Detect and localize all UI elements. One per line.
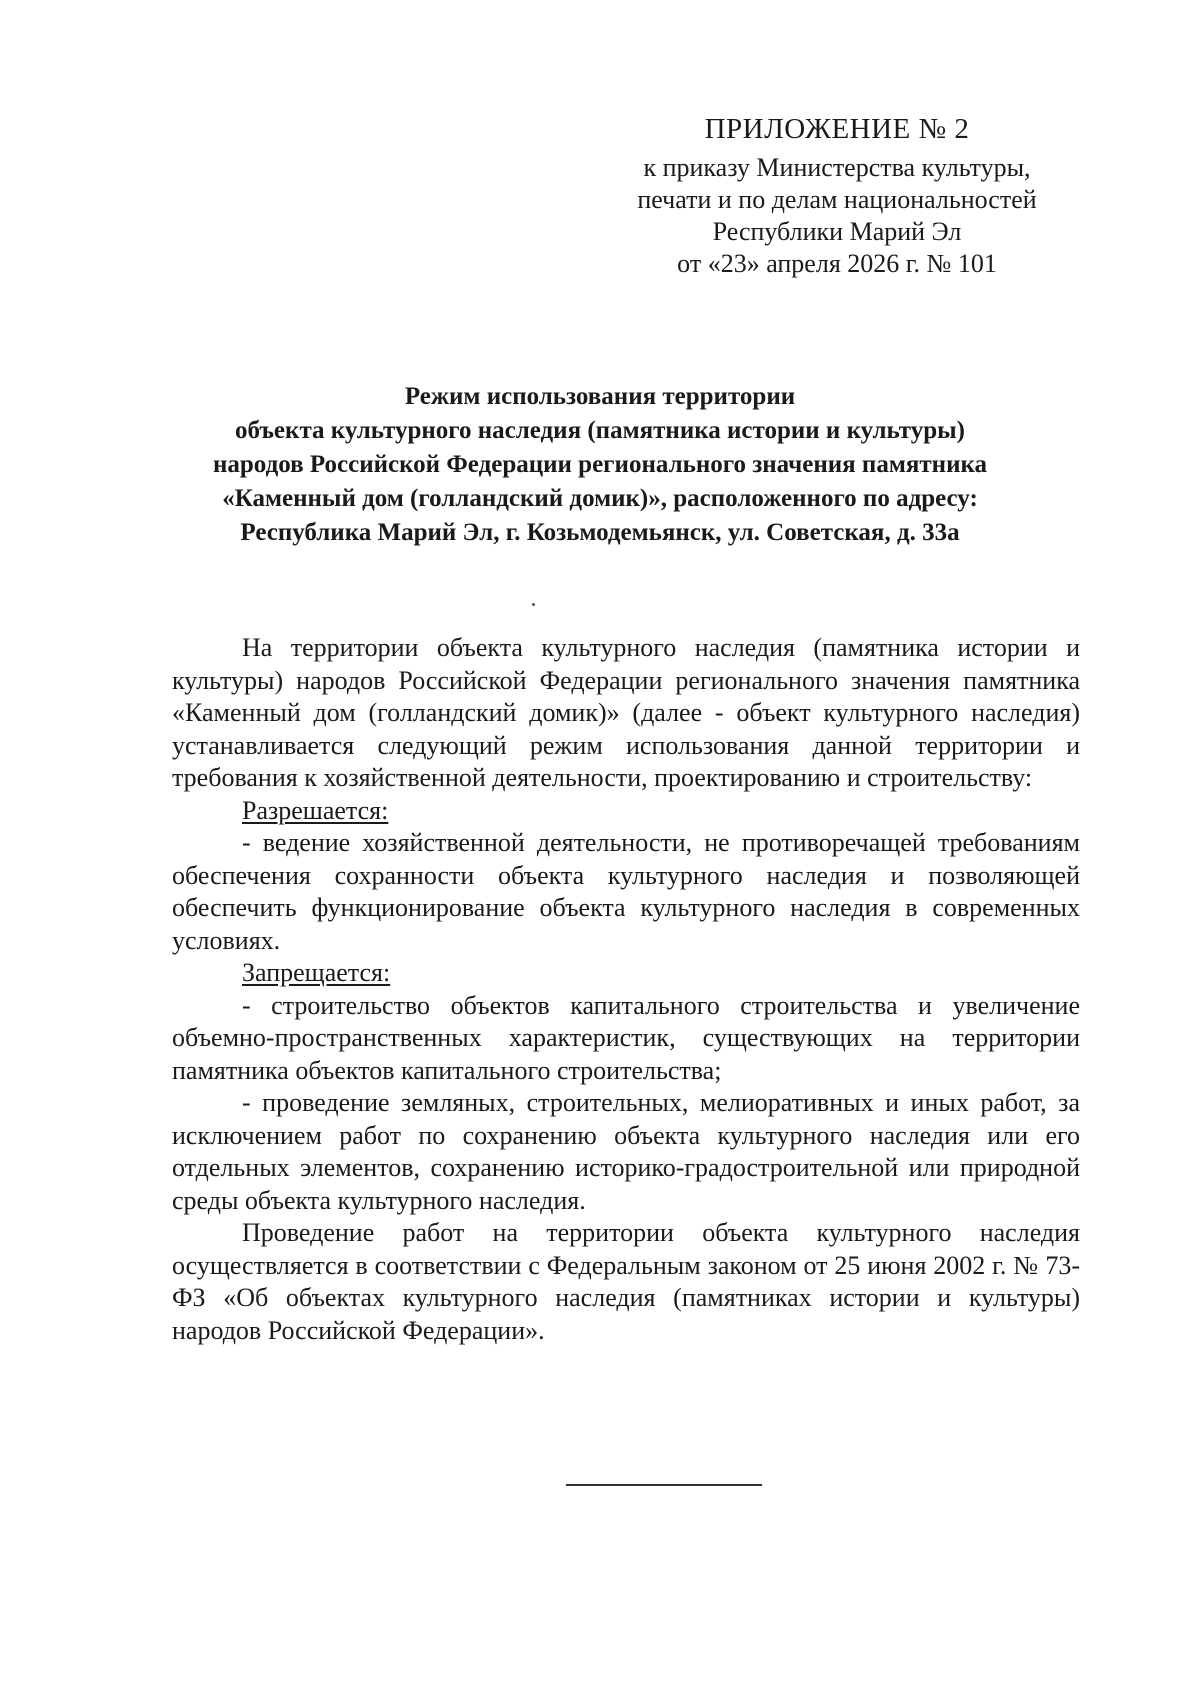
allowed-heading-line [172,795,1080,828]
title-line: народов Российской Федерации регионального значения памятника [213,451,987,478]
intro-paragraph: На территории объекта культурного наследия (памятника истории и культуры) народов Российской Федерации регионального значения памятника «Каменный дом (голландский домик)» (далее - объект культурного наследия) устанавливается следующий режим использования данной территории и требования к хозяйственной деятельности, проектированию и строительству: [172,633,1080,792]
allowed-item: - ведение хозяйственной деятельности, не противоречащей требованиям обеспечения сохранности объекта культурного наследия и позволяющей обеспечить функционирование объекта культурного наследия в современных условиях. [172,828,1080,955]
title-line: Республика Марий Эл, г. Козьмодемьянск, ул. Советская, д. 33а [240,519,960,546]
appendix-block [612,112,1062,280]
forbidden-item: - проведение земляных, строительных, мелиоративных и иных работ, за исключением работ по сохранению объекта культурного наследия или его отдельных элементов, сохранению историко-градостроительной или природной среды объекта культурного наследия. [172,1088,1080,1215]
document-title [150,380,1050,550]
allowed-heading: Разрешается: [242,795,389,825]
appendix-line: Республики Марий Эл [712,217,962,246]
appendix-line: печати и по делам национальностей [637,185,1037,214]
appendix-line: к приказу Министерства культуры, [643,153,1031,182]
title-line: объекта культурного наследия (памятника истории и культуры) [234,417,965,444]
end-rule [566,1484,762,1486]
title-line: «Каменный дом (голландский домик)», расположенного по адресу: [222,485,978,512]
appendix-order-date: от «23» апреля 2026 г. № 101 [677,249,997,278]
forbidden-item: - строительство объектов капитального строительства и увеличение объемно-пространственных характеристик, существующих на территории памятника объектов капитального строительства; [172,990,1080,1085]
appendix-title: ПРИЛОЖЕНИЕ № 2 [704,113,970,145]
scan-speck [532,603,535,606]
closing-paragraph: Проведение работ на территории объекта культурного наследия осуществляется в соответствии с Федеральным законом от 25 июня 2002 г. № 73-ФЗ «Об объектах культурного наследия (памятниках истории и культуры) народов Российской Федерации». [172,1218,1080,1345]
forbidden-heading: Запрещается: [242,958,391,987]
forbidden-heading-line [172,957,1080,990]
document-body [172,632,1080,1347]
title-line: Режим использования территории [404,383,796,410]
